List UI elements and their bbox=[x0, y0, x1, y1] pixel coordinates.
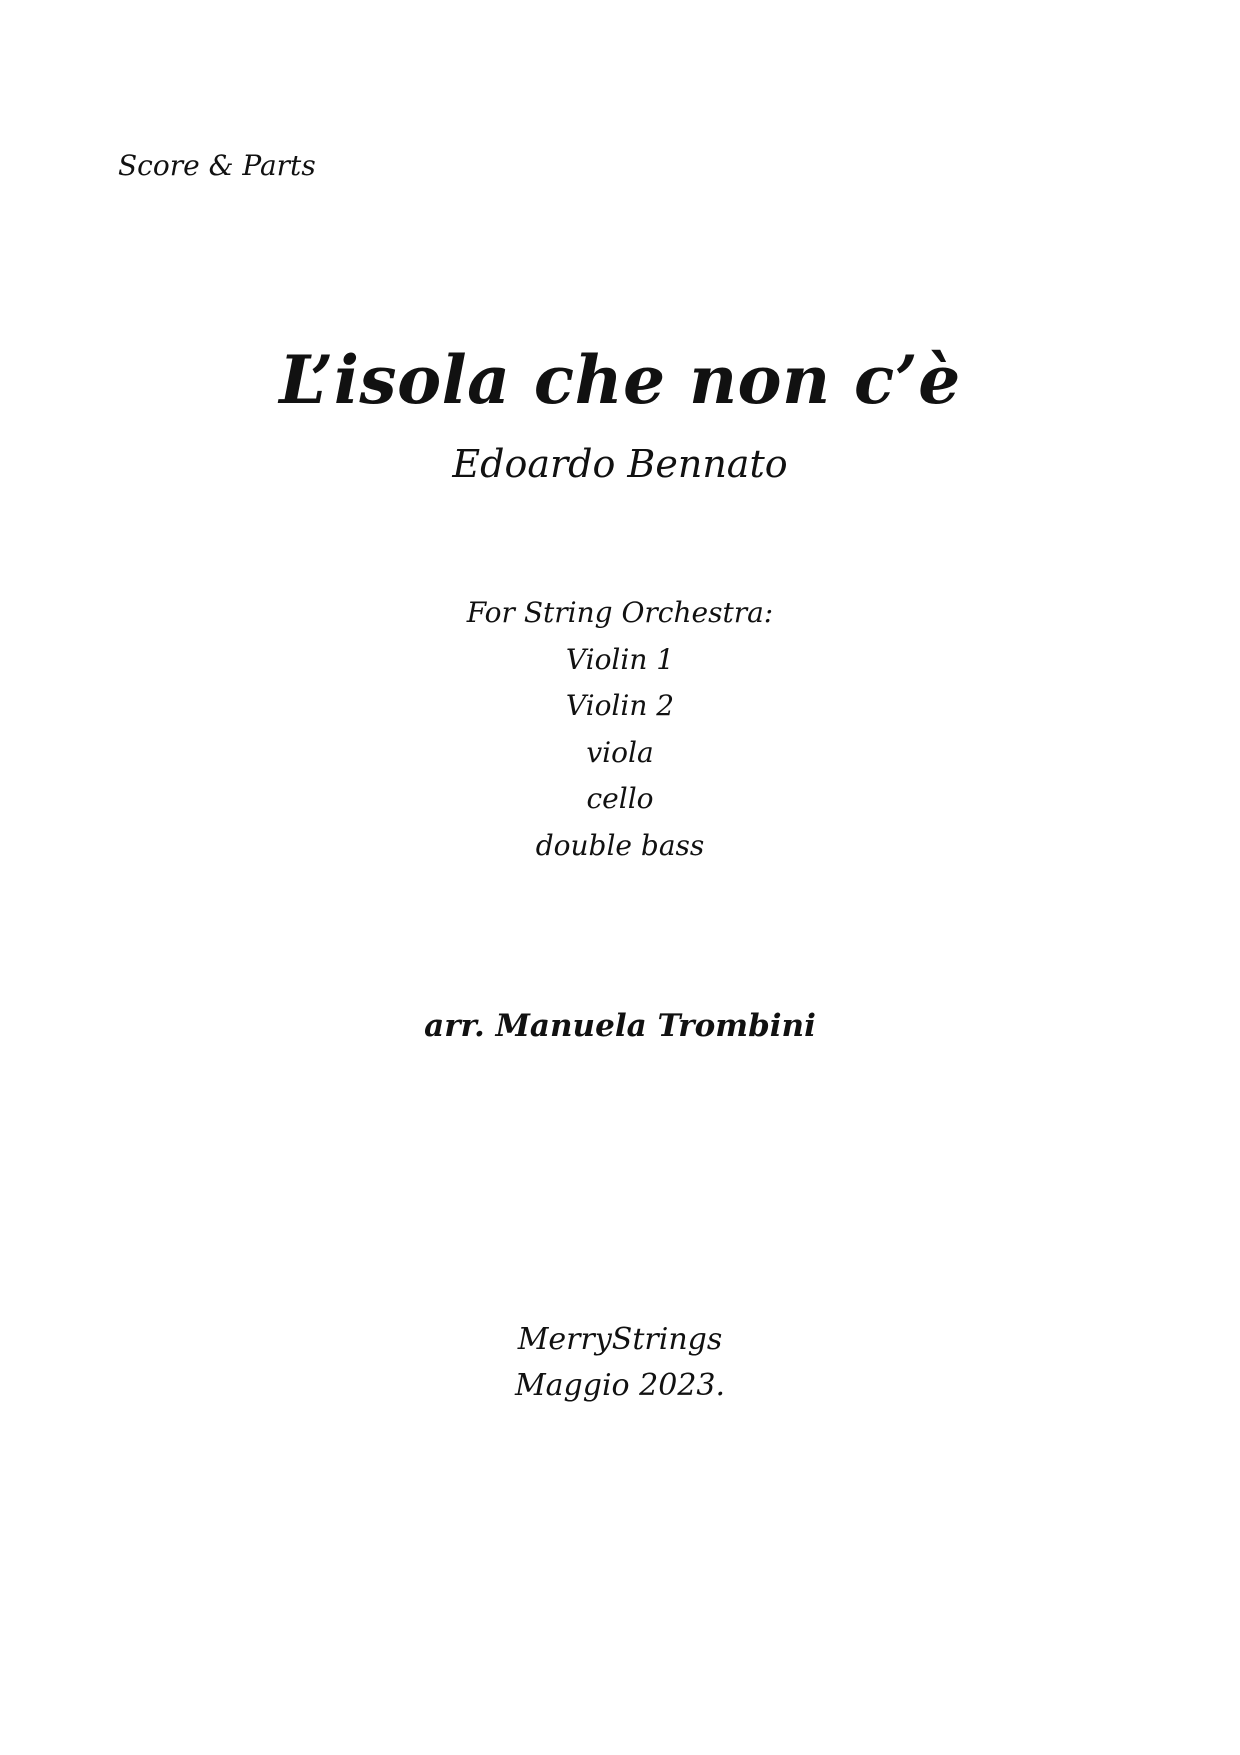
arranger-credit: arr. Manuela Trombini bbox=[424, 1008, 816, 1044]
publication-date: Maggio 2023. bbox=[514, 1368, 726, 1403]
instrument-item: double bass bbox=[535, 828, 705, 862]
publisher-block bbox=[0, 1317, 1240, 1409]
instrument-item: viola bbox=[586, 735, 654, 769]
composer-name: Edoardo Bennato bbox=[452, 442, 788, 486]
publisher-name: MerryStrings bbox=[517, 1322, 723, 1357]
instrument-item: Violin 2 bbox=[565, 689, 675, 722]
instrumentation-heading: For String Orchestra: bbox=[466, 596, 774, 629]
score-and-parts-label: Score & Parts bbox=[118, 149, 316, 182]
instrument-item: Violin 1 bbox=[565, 642, 675, 676]
page-title: L’isola che non c’è bbox=[279, 341, 961, 419]
instrumentation-list bbox=[0, 590, 1240, 869]
instrument-item: cello bbox=[586, 782, 654, 815]
